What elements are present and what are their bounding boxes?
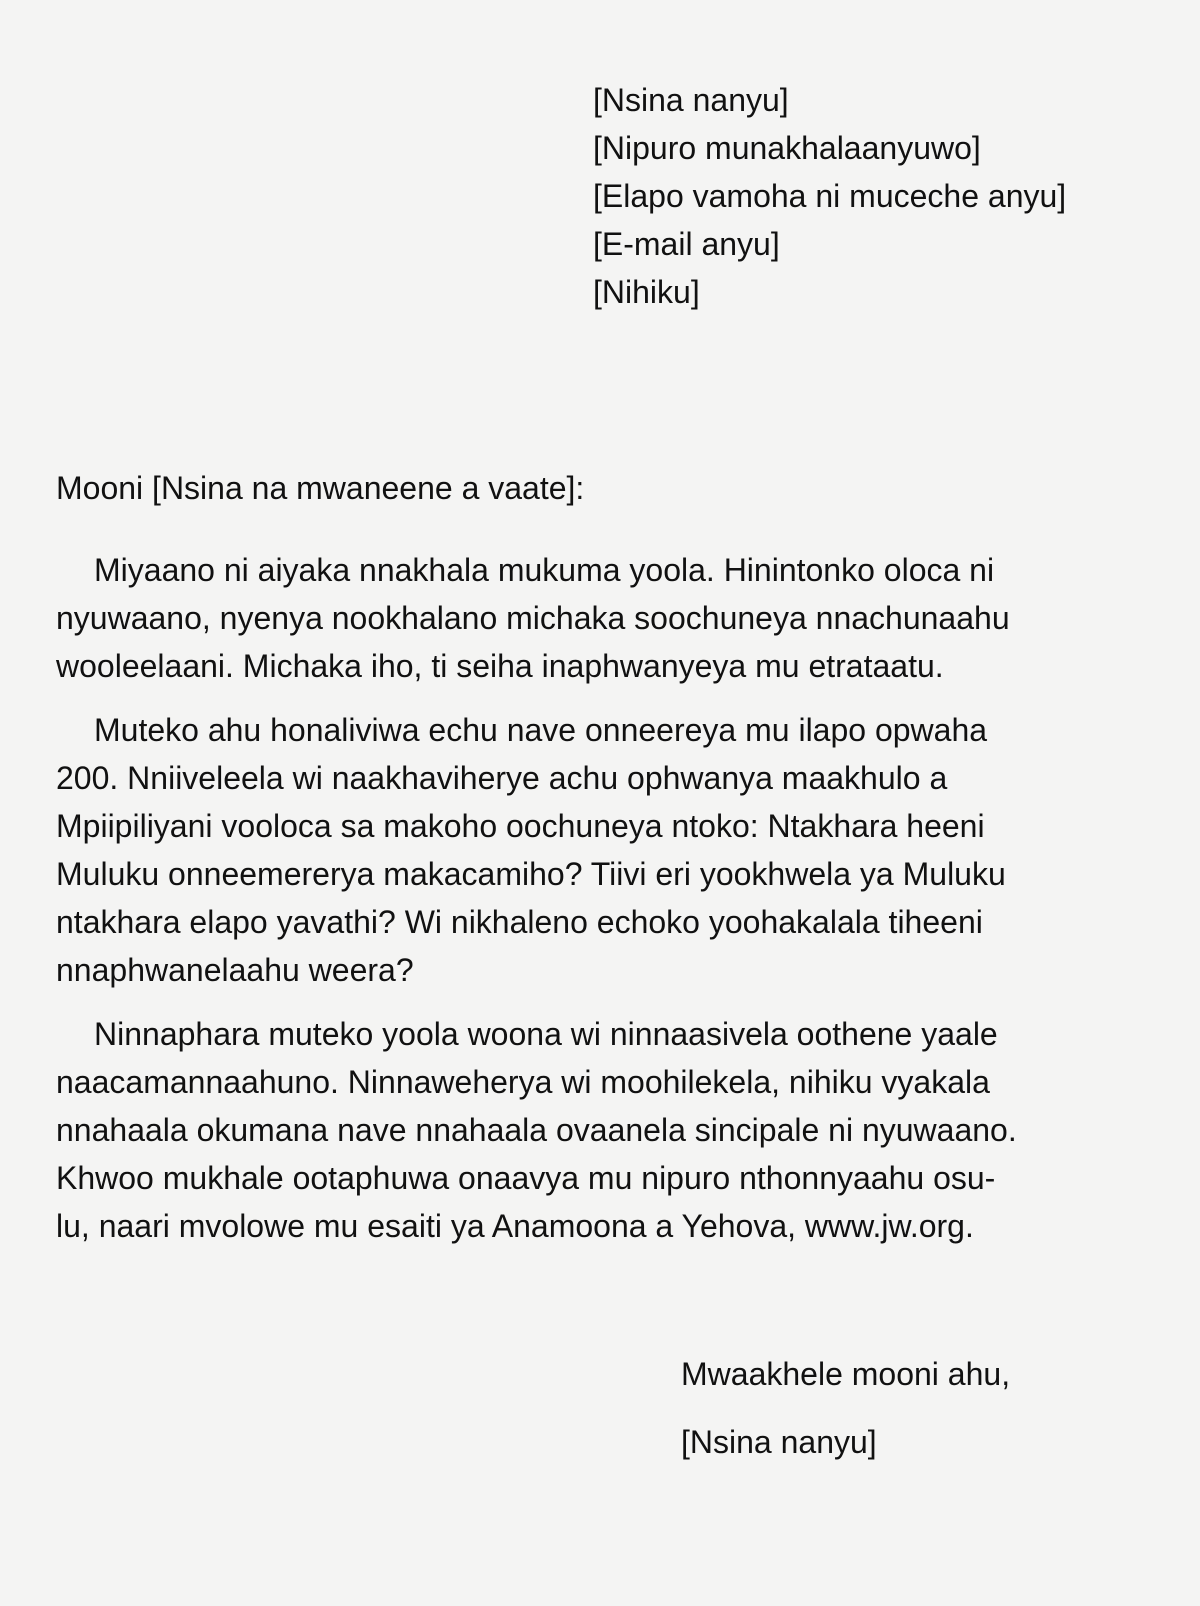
salutation: Mooni [Nsina na mwaneene a vaate]:: [56, 470, 585, 506]
sender-name: [Nsina nanyu]: [593, 82, 789, 118]
text-line: nnahaala okumana nave nnahaala ovaanela sincipale ni nyuwaano.: [56, 1112, 1017, 1148]
text-line: nyuwaano, nyenya nookhalano michaka soochuneya nnachunaahu: [56, 600, 1010, 636]
text-line: wooleelaani. Michaka iho, ti seiha inaphwanyeya mu etrataatu.: [56, 648, 944, 684]
paragraph-3: [56, 1010, 1146, 1250]
text-line: Muteko ahu honaliviwa echu nave onneereya mu ilapo opwaha: [94, 712, 988, 748]
text-line: Muluku onneemererya makacamiho? Tiivi eri yookhwela ya Muluku: [56, 856, 1006, 892]
sender-address: [Nipuro munakhalaanyuwo]: [593, 130, 981, 166]
closing-block: [681, 1340, 1010, 1476]
paragraph-2: [56, 706, 1146, 994]
text-line: nnaphwanelaahu weera?: [56, 952, 414, 988]
paragraph-1: [56, 546, 1146, 690]
text-line: ntakhara elapo yavathi? Wi nikhaleno echoko yoohakalala tiheeni: [56, 904, 983, 940]
text-line: Miyaano ni aiyaka nnakhala mukuma yoola. Hinintonko oloca ni: [94, 552, 995, 588]
letter-date: [Nihiku]: [593, 274, 700, 310]
sender-email: [E-mail anyu]: [593, 226, 780, 262]
text-line: naacamannaahuno. Ninnaweherya wi moohilekela, nihiku vyakala: [56, 1064, 990, 1100]
text-line: lu, naari mvolowe mu esaiti ya Anamoona a Yehova, www.jw.org.: [56, 1208, 974, 1244]
sender-block: [593, 76, 1066, 316]
text-line: Mpiipiliyani vooloca sa makoho oochuneya ntoko: Ntakhara heeni: [56, 808, 985, 844]
closing-phrase: Mwaakhele mooni ahu,: [681, 1356, 1011, 1392]
signature: [Nsina nanyu]: [681, 1424, 877, 1460]
text-line: 200. Nniiveleela wi naakhaviherye achu ophwanya maakhulo a: [56, 760, 948, 796]
text-line: Ninnaphara muteko yoola woona wi ninnaasivela oothene yaale: [94, 1016, 998, 1052]
text-line: Khwoo mukhale ootaphuwa onaavya mu nipuro nthonnyaahu osu-: [56, 1160, 996, 1196]
sender-phone: [Elapo vamoha ni muceche anyu]: [593, 178, 1067, 214]
